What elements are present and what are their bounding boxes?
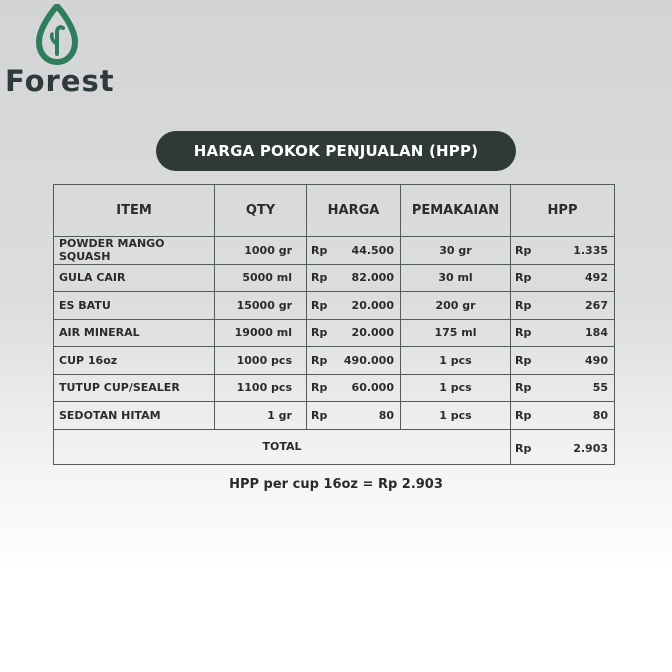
table-row [54,347,615,375]
pemakaian-cell: 200 gr [401,292,511,320]
pemakaian-cell: 1 pcs [401,347,511,375]
hpp-value: 55 [592,381,608,395]
hpp-value: 184 [585,326,608,340]
header-pemakaian: PEMAKAIAN [401,185,511,237]
currency-label: Rp [311,243,328,257]
harga-cell [307,292,401,320]
harga-cell [307,319,401,347]
item-cell: TUTUP CUP/SEALER [54,374,215,402]
table-row [54,264,615,292]
pemakaian-cell: 175 ml [401,319,511,347]
header-harga: HARGA [307,185,401,237]
item-cell: ES BATU [54,292,215,320]
harga-value: 80 [378,408,394,422]
table-row [54,319,615,347]
item-cell: GULA CAIR [54,264,215,292]
hpp-cell [511,292,615,320]
currency-label: Rp [515,408,532,422]
currency-label: Rp [515,243,532,257]
total-value: 2.903 [573,441,608,455]
total-row [54,429,615,464]
currency-label: Rp [515,353,532,367]
currency-label: Rp [311,353,328,367]
table-row [54,237,615,265]
pemakaian-cell: 1 pcs [401,374,511,402]
currency-label: Rp [311,381,328,395]
hpp-value: 492 [585,271,608,285]
hpp-cell [511,347,615,375]
harga-cell [307,374,401,402]
pemakaian-cell: 30 ml [401,264,511,292]
total-label: TOTAL [54,429,511,464]
table-row [54,374,615,402]
currency-label: Rp [311,271,328,285]
currency-label: Rp [515,326,532,340]
header-hpp: HPP [511,185,615,237]
hpp-value: 1.335 [573,243,608,257]
hpp-cell [511,402,615,430]
brand-name: Forest [5,64,115,98]
qty-cell: 1 gr [215,402,307,430]
hpp-table [53,184,615,465]
pemakaian-cell: 30 gr [401,237,511,265]
qty-cell: 1000 pcs [215,347,307,375]
currency-label: Rp [311,408,328,422]
item-cell: POWDER MANGO SQUASH [54,237,215,265]
item-cell: CUP 16oz [54,347,215,375]
table-row [54,402,615,430]
qty-cell: 1000 gr [215,237,307,265]
currency-label: Rp [515,271,532,285]
hpp-cell [511,264,615,292]
leaf-drop-icon [33,4,81,68]
harga-cell [307,237,401,265]
qty-cell: 1100 pcs [215,374,307,402]
harga-cell [307,347,401,375]
header-qty: QTY [215,185,307,237]
table-row [54,292,615,320]
harga-cell [307,402,401,430]
total-cell [511,429,615,464]
harga-value: 20.000 [351,326,394,340]
hpp-per-cup-note: HPP per cup 16oz = Rp 2.903 [229,477,443,492]
harga-value: 44.500 [351,243,394,257]
hpp-value: 267 [585,298,608,312]
pemakaian-cell: 1 pcs [401,402,511,430]
header-item: ITEM [54,185,215,237]
hpp-cell [511,374,615,402]
currency-label: Rp [311,326,328,340]
currency-label: Rp [515,298,532,312]
table-header-row [54,185,615,237]
harga-value: 490.000 [343,353,394,367]
harga-value: 20.000 [351,298,394,312]
hpp-value: 490 [585,353,608,367]
qty-cell: 19000 ml [215,319,307,347]
currency-label: Rp [515,381,532,395]
page-title: HARGA POKOK PENJUALAN (HPP) [156,131,516,171]
hpp-value: 80 [592,408,608,422]
item-cell: AIR MINERAL [54,319,215,347]
currency-label: Rp [311,298,328,312]
hpp-cell [511,319,615,347]
item-cell: SEDOTAN HITAM [54,402,215,430]
currency-label: Rp [515,441,532,455]
harga-value: 60.000 [351,381,394,395]
qty-cell: 5000 ml [215,264,307,292]
qty-cell: 15000 gr [215,292,307,320]
harga-cell [307,264,401,292]
harga-value: 82.000 [351,271,394,285]
hpp-cell [511,237,615,265]
